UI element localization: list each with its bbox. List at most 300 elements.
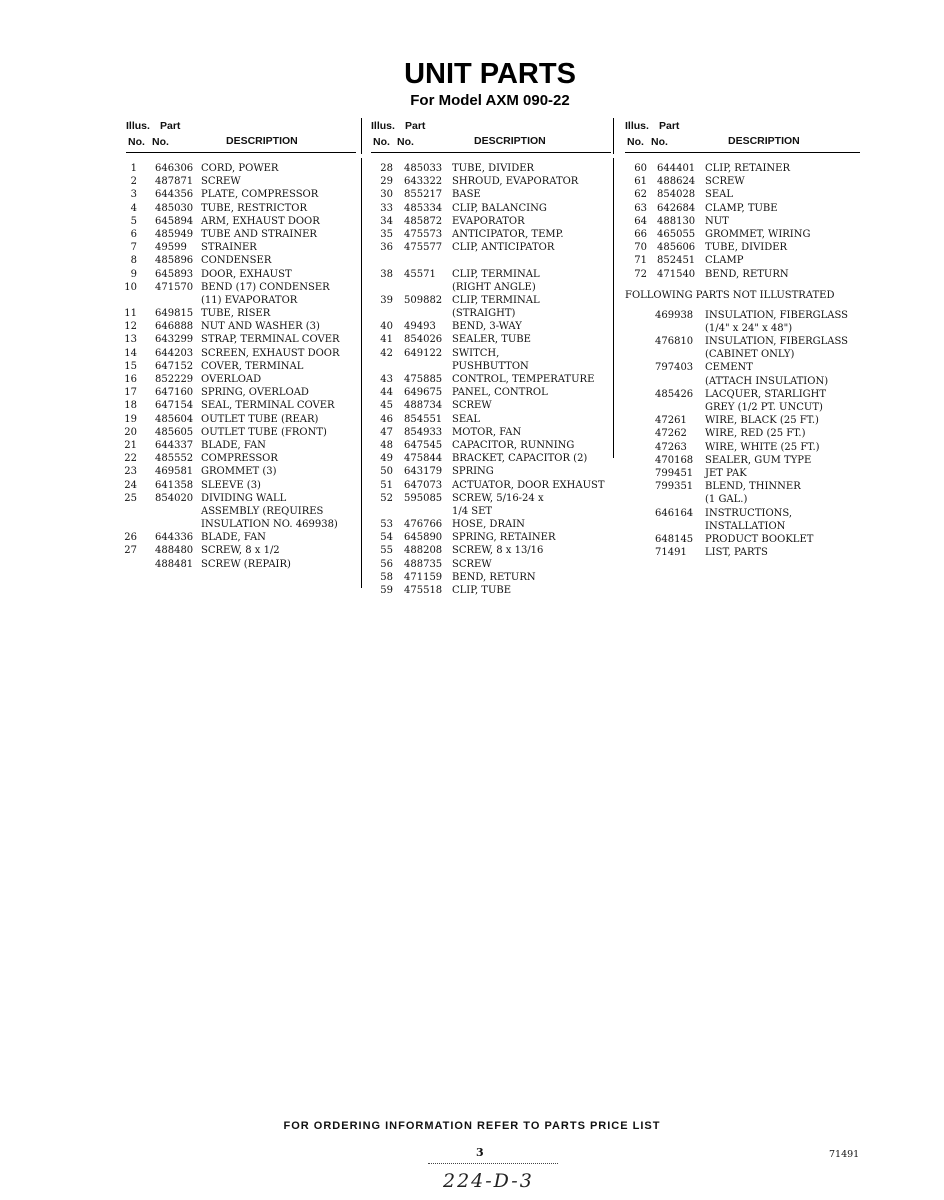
illus-number: 24	[124, 479, 137, 491]
illus-number: 59	[380, 585, 393, 596]
illus-number: 52	[380, 492, 393, 504]
part-description: (STRAIGHT)	[452, 308, 516, 320]
part-number: 648145	[655, 533, 694, 545]
part-description: (1 GAL.)	[705, 494, 748, 506]
illus-number: 72	[634, 268, 647, 280]
part-number: 485552	[155, 453, 194, 465]
illus-number: 30	[380, 189, 393, 201]
part-description: (RIGHT ANGLE)	[452, 281, 536, 293]
parts-column-2	[371, 118, 611, 597]
part-number: 485606	[657, 242, 696, 254]
column-divider	[361, 118, 362, 154]
part-number: 645890	[404, 532, 443, 544]
part-description: SCREEN, EXHAUST DOOR	[201, 347, 340, 359]
part-number: 647160	[155, 387, 194, 399]
part-description: BRACKET, CAPACITOR (2)	[452, 453, 588, 465]
header-part: Part	[405, 120, 426, 132]
page-number: 3	[476, 1146, 484, 1159]
part-number: 475573	[404, 228, 443, 240]
column-divider	[613, 118, 614, 154]
part-description: BLADE, FAN	[201, 532, 266, 544]
part-number: 644336	[155, 532, 194, 544]
part-row	[371, 202, 611, 215]
part-description: WIRE, WHITE (25 FT.)	[705, 441, 820, 453]
part-row	[625, 361, 860, 374]
part-number: 646306	[155, 163, 194, 174]
part-row	[625, 335, 860, 348]
part-description: INSTRUCTIONS,	[705, 507, 793, 519]
illus-number: 61	[634, 176, 647, 188]
part-number: 646164	[655, 507, 694, 519]
part-description: GROMMET, WIRING	[705, 228, 811, 240]
header-no: No.	[397, 136, 414, 148]
part-number: 595085	[404, 492, 443, 504]
part-description: COVER, TERMINAL	[201, 360, 304, 372]
illus-number: 7	[130, 242, 137, 254]
illus-number: 44	[380, 387, 393, 399]
part-description: ACTUATOR, DOOR EXHAUST	[452, 479, 605, 491]
part-row	[126, 320, 356, 333]
part-description: STRAINER	[201, 242, 257, 254]
part-row	[126, 175, 356, 188]
part-number: 475844	[404, 453, 443, 465]
illus-number: 19	[124, 413, 137, 425]
part-description: SCREW (REPAIR)	[201, 558, 291, 570]
part-number: 641358	[155, 479, 194, 491]
part-number: 643299	[155, 334, 194, 346]
column-divider	[361, 158, 362, 588]
part-number: 488480	[155, 545, 194, 557]
part-row	[625, 375, 860, 388]
part-row	[371, 479, 611, 492]
part-description: INSTALLATION	[705, 520, 786, 532]
part-row	[625, 441, 860, 454]
part-row	[371, 281, 611, 294]
part-description: CEMENT	[705, 362, 753, 374]
part-number: 488735	[404, 558, 443, 570]
part-number: 485605	[155, 426, 194, 438]
header-no: No.	[651, 136, 668, 148]
part-description: NUT AND WASHER (3)	[201, 321, 320, 333]
illus-number: 62	[634, 189, 647, 201]
illus-number: 54	[380, 532, 393, 544]
part-row	[371, 320, 611, 333]
part-row	[371, 386, 611, 399]
illus-number: 63	[634, 202, 647, 214]
illus-number: 10	[124, 281, 137, 293]
illus-number: 33	[380, 202, 393, 214]
part-row	[371, 465, 611, 478]
illus-number: 42	[380, 347, 393, 359]
part-description: SPRING, OVERLOAD	[201, 387, 309, 399]
parts-list	[371, 162, 611, 597]
illus-number: 15	[124, 360, 137, 372]
part-row	[625, 202, 860, 215]
part-number: 644337	[155, 439, 194, 451]
part-number: 488130	[657, 215, 696, 227]
page-title: UNIT PARTS	[404, 58, 576, 90]
part-number: 799451	[655, 467, 694, 479]
header-description: DESCRIPTION	[728, 135, 800, 147]
header-part: Part	[659, 120, 680, 132]
illus-number: 64	[634, 215, 647, 227]
illus-number: 3	[130, 189, 137, 201]
part-number: 471540	[657, 268, 696, 280]
part-number: 488624	[657, 176, 696, 188]
part-row	[625, 348, 860, 361]
part-number: 470168	[655, 454, 694, 466]
part-description: BLADE, FAN	[201, 439, 266, 451]
part-description: SLEEVE (3)	[201, 479, 261, 491]
part-number: 645893	[155, 268, 194, 280]
part-row	[126, 281, 356, 294]
part-row	[371, 518, 611, 531]
part-description: CONDENSER	[201, 255, 272, 267]
illus-number: 21	[124, 439, 137, 451]
part-row	[371, 268, 611, 281]
part-description: CORD, POWER	[201, 163, 279, 174]
part-row	[371, 188, 611, 201]
part-row	[625, 322, 860, 335]
part-description: SCREW	[201, 176, 241, 188]
part-row	[625, 546, 860, 559]
part-description: CAPACITOR, RUNNING	[452, 439, 575, 451]
header-description: DESCRIPTION	[474, 135, 546, 147]
part-number: 647545	[404, 439, 443, 451]
column-divider	[613, 158, 614, 458]
part-row	[126, 413, 356, 426]
part-number: 646888	[155, 321, 194, 333]
part-number: 855217	[404, 189, 443, 201]
part-number: 854028	[657, 189, 696, 201]
part-description: SCREW, 5/16-24 x	[452, 492, 544, 504]
part-description: 1/4 SET	[452, 505, 493, 517]
part-row	[126, 202, 356, 215]
illus-number: 41	[380, 334, 393, 346]
part-description: DIVIDING WALL	[201, 492, 287, 504]
part-number: 854020	[155, 492, 194, 504]
part-number: 797403	[655, 362, 694, 374]
part-row	[126, 439, 356, 452]
part-description: GROMMET (3)	[201, 466, 277, 478]
part-description: TUBE, DIVIDER	[705, 242, 788, 254]
part-number: 71491	[655, 547, 687, 559]
part-row	[126, 228, 356, 241]
part-number: 643322	[404, 176, 443, 188]
header-no: No.	[128, 136, 145, 148]
part-row	[371, 492, 611, 505]
parts-list	[126, 162, 356, 571]
part-number: 487871	[155, 176, 194, 188]
part-row	[126, 241, 356, 254]
part-row	[625, 520, 860, 533]
part-number: 854026	[404, 334, 443, 346]
illus-number: 12	[124, 321, 137, 333]
illus-number: 2	[130, 176, 137, 188]
part-row	[625, 507, 860, 520]
illus-number: 18	[124, 400, 137, 412]
part-number: 649815	[155, 308, 194, 320]
illus-number: 39	[380, 294, 393, 306]
part-description: CONTROL, TEMPERATURE	[452, 374, 595, 385]
part-description: TUBE, RESTRICTOR	[201, 202, 307, 214]
part-row	[371, 228, 611, 241]
column-header	[126, 118, 356, 153]
part-number: 476810	[655, 336, 694, 348]
parts-column-1	[126, 118, 356, 571]
part-row	[625, 454, 860, 467]
part-description: (11) EVAPORATOR	[201, 294, 298, 306]
part-row	[371, 531, 611, 544]
illus-number: 36	[380, 242, 393, 254]
part-number: 475885	[404, 374, 443, 385]
illus-number: 66	[634, 228, 647, 240]
part-row	[371, 452, 611, 465]
part-row	[126, 254, 356, 267]
part-description: CLAMP, TUBE	[705, 202, 778, 214]
part-description: SEAL	[452, 413, 481, 425]
part-description: PLATE, COMPRESSOR	[201, 189, 319, 201]
illus-number: 26	[124, 532, 137, 544]
part-number: 852229	[155, 374, 194, 385]
part-row	[371, 215, 611, 228]
illus-number: 14	[124, 347, 137, 359]
part-description: PANEL, CONTROL	[452, 387, 548, 399]
part-number: 485334	[404, 202, 443, 214]
part-number: 644356	[155, 189, 194, 201]
part-row	[126, 307, 356, 320]
part-description: LIST, PARTS	[705, 547, 768, 559]
part-description: ANTICIPATOR, TEMP.	[452, 228, 564, 240]
illus-number: 34	[380, 215, 393, 227]
part-description: EVAPORATOR	[452, 215, 525, 227]
part-description: BLEND, THINNER	[705, 481, 801, 493]
header-no: No.	[373, 136, 390, 148]
part-number: 649675	[404, 387, 443, 399]
part-description: WIRE, BLACK (25 FT.)	[705, 415, 819, 427]
part-row	[625, 215, 860, 228]
illus-number: 55	[380, 545, 393, 557]
part-row	[126, 373, 356, 386]
part-number: 485872	[404, 215, 443, 227]
part-row	[625, 493, 860, 506]
part-description: CLAMP	[705, 255, 744, 267]
illus-number: 16	[124, 374, 137, 385]
part-number: 644203	[155, 347, 194, 359]
part-description: PRODUCT BOOKLET	[705, 533, 814, 545]
part-row	[126, 215, 356, 228]
illus-number: 53	[380, 519, 393, 531]
illus-number: 25	[124, 492, 137, 504]
illus-number: 56	[380, 558, 393, 570]
illus-number: 1	[130, 163, 137, 174]
illus-number: 35	[380, 228, 393, 240]
illus-number: 50	[380, 466, 393, 478]
part-description: BEND (17) CONDENSER	[201, 281, 330, 293]
part-description: SCREW	[452, 558, 492, 570]
part-number: 49599	[155, 242, 187, 254]
document-number: 71491	[829, 1149, 860, 1160]
part-description: SEALER, GUM TYPE	[705, 454, 812, 466]
part-number: 488481	[155, 558, 194, 570]
part-row	[126, 492, 356, 505]
part-number: 647073	[404, 479, 443, 491]
header-description: DESCRIPTION	[226, 135, 298, 147]
part-description: TUBE, RISER	[201, 308, 271, 320]
part-row	[371, 175, 611, 188]
part-row	[126, 294, 356, 307]
part-row	[371, 373, 611, 386]
illus-number: 58	[380, 571, 393, 583]
part-number: 475577	[404, 242, 443, 254]
illus-number: 13	[124, 334, 137, 346]
part-description: MOTOR, FAN	[452, 426, 522, 438]
part-number: 647154	[155, 400, 194, 412]
part-number: 475518	[404, 585, 443, 596]
part-description: BEND, RETURN	[705, 268, 789, 280]
part-row	[371, 413, 611, 426]
part-row	[371, 571, 611, 584]
part-description: INSULATION, FIBERGLASS	[705, 309, 849, 321]
part-row	[126, 465, 356, 478]
part-description: SCREW, 8 x 1/2	[201, 545, 280, 557]
part-description: ASSEMBLY (REQUIRES	[201, 505, 324, 517]
part-row	[371, 399, 611, 412]
part-description: CLIP, TERMINAL	[452, 294, 540, 306]
part-description: TUBE, DIVIDER	[452, 163, 535, 174]
part-number: 485030	[155, 202, 194, 214]
header-illus: Illus.	[126, 120, 150, 132]
part-description: OVERLOAD	[201, 374, 262, 385]
part-row	[371, 558, 611, 571]
part-description: NUT	[705, 215, 729, 227]
part-number: 488208	[404, 545, 443, 557]
illus-number: 23	[124, 466, 137, 478]
part-row	[126, 347, 356, 360]
not-illustrated-heading: FOLLOWING PARTS NOT ILLUSTRATED	[625, 289, 835, 301]
part-row	[625, 268, 860, 281]
part-row	[126, 333, 356, 346]
illus-number: 45	[380, 400, 393, 412]
part-description: CLIP, BALANCING	[452, 202, 547, 214]
illus-number: 20	[124, 426, 137, 438]
part-number: 47262	[655, 428, 687, 440]
header-no: No.	[627, 136, 644, 148]
illus-number: 11	[124, 308, 137, 320]
part-number: 49493	[404, 321, 436, 333]
header-illus: Illus.	[371, 120, 395, 132]
part-row	[625, 175, 860, 188]
part-number: 471570	[155, 281, 194, 293]
illus-number: 6	[130, 228, 137, 240]
illus-number: 40	[380, 321, 393, 333]
part-description: SCREW	[705, 176, 745, 188]
part-row	[625, 401, 860, 414]
part-row	[126, 360, 356, 373]
part-description: CLIP, TERMINAL	[452, 268, 540, 280]
header-part: Part	[160, 120, 181, 132]
part-row	[625, 309, 860, 322]
part-description: BEND, 3-WAY	[452, 321, 522, 333]
illus-number: 49	[380, 453, 393, 465]
divider	[428, 1163, 558, 1164]
part-number: 649122	[404, 347, 443, 359]
part-number: 852451	[657, 255, 696, 267]
illus-number: 28	[380, 163, 393, 174]
part-description: SHROUD, EVAPORATOR	[452, 176, 579, 188]
part-row	[371, 307, 611, 320]
part-number: 509882	[404, 294, 443, 306]
part-row	[126, 452, 356, 465]
part-row	[371, 426, 611, 439]
part-number: 45571	[404, 268, 436, 280]
part-description: OUTLET TUBE (FRONT)	[201, 426, 327, 438]
parts-list	[625, 162, 860, 281]
part-description: PUSHBUTTON	[452, 360, 529, 372]
illus-number: 43	[380, 374, 393, 385]
part-row	[371, 254, 611, 267]
not-illustrated-list	[625, 309, 860, 560]
part-number: 47263	[655, 441, 687, 453]
part-number: 642684	[657, 202, 696, 214]
page-subtitle: For Model AXM 090-22	[410, 92, 570, 109]
part-row	[126, 399, 356, 412]
part-row	[126, 531, 356, 544]
part-row	[625, 533, 860, 546]
part-row	[371, 360, 611, 373]
part-number: 644401	[657, 163, 696, 174]
illus-number: 46	[380, 413, 393, 425]
part-description: LACQUER, STARLIGHT	[705, 388, 827, 400]
part-description: HOSE, DRAIN	[452, 519, 525, 531]
part-number: 645894	[155, 215, 194, 227]
part-number: 471159	[404, 571, 443, 583]
part-row	[625, 427, 860, 440]
illus-number: 27	[124, 545, 137, 557]
part-number: 476766	[404, 519, 443, 531]
part-description: BEND, RETURN	[452, 571, 536, 583]
part-description: SPRING	[452, 466, 494, 478]
part-row	[625, 241, 860, 254]
part-description: INSULATION NO. 469938)	[201, 519, 338, 531]
part-row	[371, 333, 611, 346]
part-description: SPRING, RETAINER	[452, 532, 556, 544]
part-number: 469581	[155, 466, 194, 478]
part-description: COMPRESSOR	[201, 453, 278, 465]
part-description: CLIP, RETAINER	[705, 163, 791, 174]
part-number: 854933	[404, 426, 443, 438]
part-description: CLIP, ANTICIPATOR	[452, 242, 555, 254]
illus-number: 51	[380, 479, 393, 491]
part-row	[126, 544, 356, 557]
illus-number: 60	[634, 163, 647, 174]
part-description: GREY (1/2 PT. UNCUT)	[705, 402, 823, 413]
illus-number: 5	[130, 215, 137, 227]
illus-number: 4	[130, 202, 137, 214]
part-row	[625, 254, 860, 267]
part-row	[126, 386, 356, 399]
part-row	[625, 162, 860, 175]
illus-number: 9	[130, 268, 137, 280]
header-no: No.	[152, 136, 169, 148]
illus-number: 8	[130, 255, 137, 267]
part-description: WIRE, RED (25 FT.)	[705, 428, 806, 440]
part-row	[371, 347, 611, 360]
header-illus: Illus.	[625, 120, 649, 132]
part-number: 465055	[657, 228, 696, 240]
parts-column-3	[625, 118, 860, 559]
part-row	[126, 268, 356, 281]
